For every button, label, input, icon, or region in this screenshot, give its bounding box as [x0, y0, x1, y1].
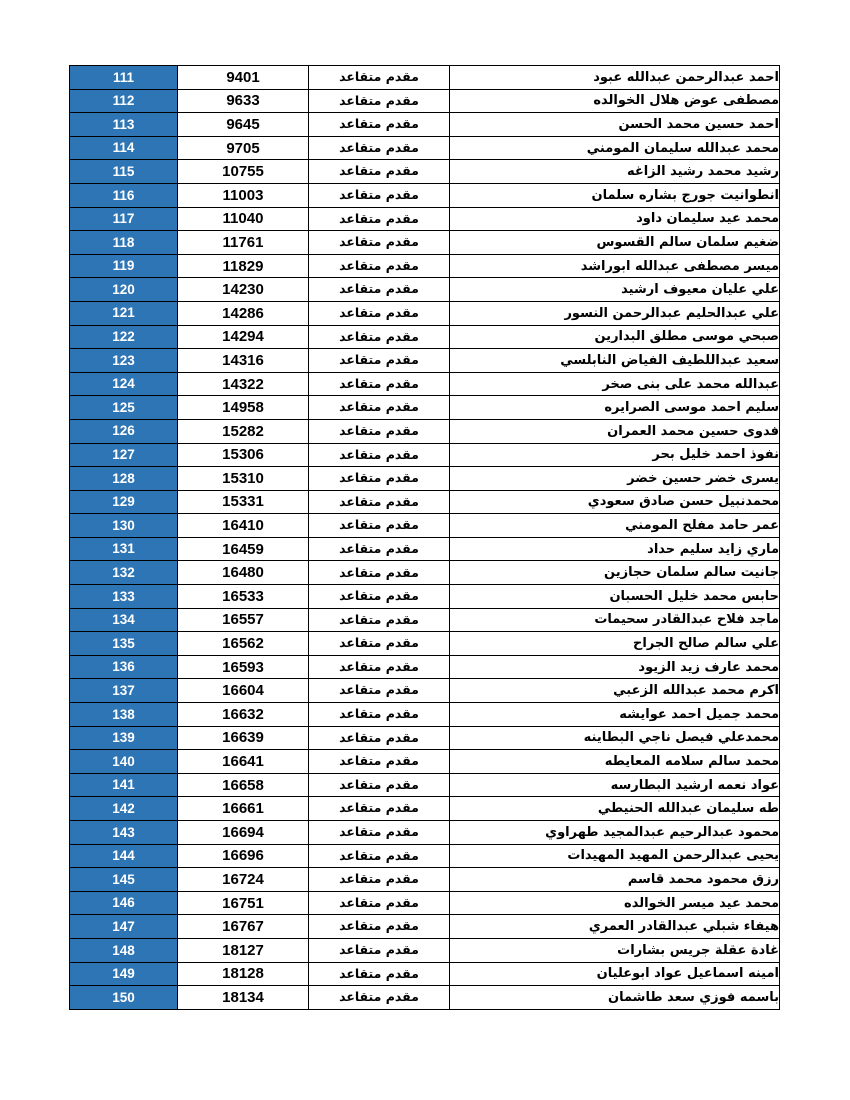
cell-record-number: 9705 [178, 136, 309, 160]
cell-full-name: طه سليمان عبدالله الحنيطي [450, 797, 780, 821]
cell-full-name: اكرم محمد عبدالله الزعبي [450, 679, 780, 703]
table-row [70, 325, 780, 349]
table-row [70, 891, 780, 915]
cell-sequence-number: 129 [70, 490, 178, 514]
cell-sequence-number: 146 [70, 891, 178, 915]
cell-record-number: 18127 [178, 938, 309, 962]
cell-full-name: امينه اسماعيل عواد ابوعليان [450, 962, 780, 986]
cell-sequence-number: 137 [70, 679, 178, 703]
cell-record-number: 16593 [178, 655, 309, 679]
cell-rank: مقدم متقاعد [309, 585, 450, 609]
table-row [70, 585, 780, 609]
table-row [70, 183, 780, 207]
cell-sequence-number: 112 [70, 89, 178, 113]
cell-sequence-number: 149 [70, 962, 178, 986]
cell-full-name: محمد عيد سليمان داود [450, 207, 780, 231]
cell-rank: مقدم متقاعد [309, 254, 450, 278]
cell-full-name: حابس محمد خليل الحسبان [450, 585, 780, 609]
cell-record-number: 16410 [178, 514, 309, 538]
cell-sequence-number: 134 [70, 608, 178, 632]
cell-record-number: 14958 [178, 396, 309, 420]
cell-rank: مقدم متقاعد [309, 183, 450, 207]
cell-full-name: سعيد عبداللطيف الفياض النابلسي [450, 349, 780, 373]
cell-sequence-number: 131 [70, 537, 178, 561]
cell-rank: مقدم متقاعد [309, 962, 450, 986]
cell-full-name: محمدنبيل حسن صادق سعودي [450, 490, 780, 514]
cell-record-number: 16533 [178, 585, 309, 609]
cell-rank: مقدم متقاعد [309, 986, 450, 1010]
cell-full-name: علي سالم صالح الجراح [450, 632, 780, 656]
cell-full-name: احمد عبدالرحمن عبدالله عبود [450, 66, 780, 90]
table-row [70, 349, 780, 373]
cell-record-number: 18134 [178, 986, 309, 1010]
table-row [70, 443, 780, 467]
cell-full-name: محمد سالم سلامه المعايطه [450, 750, 780, 774]
cell-record-number: 16661 [178, 797, 309, 821]
cell-full-name: يحيى عبدالرحمن المهيد المهيدات [450, 844, 780, 868]
cell-record-number: 9633 [178, 89, 309, 113]
table-row [70, 821, 780, 845]
cell-rank: مقدم متقاعد [309, 750, 450, 774]
table-row [70, 679, 780, 703]
cell-sequence-number: 117 [70, 207, 178, 231]
roster-table-body [70, 66, 780, 1010]
cell-full-name: فدوى حسين محمد العمران [450, 419, 780, 443]
cell-full-name: انطوانيت جورج بشاره سلمان [450, 183, 780, 207]
cell-full-name: نفوذ احمد خليل بحر [450, 443, 780, 467]
cell-full-name: عمر حامد مفلح المومني [450, 514, 780, 538]
cell-full-name: ماري زايد سليم حداد [450, 537, 780, 561]
cell-sequence-number: 140 [70, 750, 178, 774]
cell-sequence-number: 111 [70, 66, 178, 90]
cell-sequence-number: 124 [70, 372, 178, 396]
cell-record-number: 16562 [178, 632, 309, 656]
cell-sequence-number: 122 [70, 325, 178, 349]
cell-rank: مقدم متقاعد [309, 490, 450, 514]
cell-rank: مقدم متقاعد [309, 419, 450, 443]
cell-sequence-number: 130 [70, 514, 178, 538]
cell-record-number: 16639 [178, 726, 309, 750]
cell-rank: مقدم متقاعد [309, 467, 450, 491]
table-row [70, 160, 780, 184]
cell-sequence-number: 142 [70, 797, 178, 821]
cell-sequence-number: 139 [70, 726, 178, 750]
table-row [70, 915, 780, 939]
cell-full-name: هيفاء شبلي عبدالقادر العمري [450, 915, 780, 939]
table-row [70, 797, 780, 821]
table-row [70, 113, 780, 137]
cell-record-number: 14286 [178, 301, 309, 325]
cell-record-number: 11040 [178, 207, 309, 231]
cell-record-number: 11829 [178, 254, 309, 278]
table-row [70, 868, 780, 892]
cell-rank: مقدم متقاعد [309, 655, 450, 679]
table-row [70, 962, 780, 986]
table-row [70, 278, 780, 302]
cell-record-number: 16767 [178, 915, 309, 939]
table-row [70, 254, 780, 278]
cell-record-number: 16696 [178, 844, 309, 868]
table-row [70, 419, 780, 443]
roster-table [69, 65, 780, 1010]
cell-record-number: 16604 [178, 679, 309, 703]
cell-full-name: ضغيم سلمان سالم القسوس [450, 231, 780, 255]
cell-full-name: ماجد فلاح عبدالقادر سحيمات [450, 608, 780, 632]
table-row [70, 136, 780, 160]
cell-rank: مقدم متقاعد [309, 66, 450, 90]
cell-rank: مقدم متقاعد [309, 537, 450, 561]
cell-record-number: 16557 [178, 608, 309, 632]
cell-full-name: محمود عبدالرحيم عبدالمجيد طهراوي [450, 821, 780, 845]
cell-record-number: 15282 [178, 419, 309, 443]
cell-rank: مقدم متقاعد [309, 231, 450, 255]
cell-full-name: رشيد محمد رشيد الزاغه [450, 160, 780, 184]
table-row [70, 844, 780, 868]
cell-full-name: جانيت سالم سلمان حجازين [450, 561, 780, 585]
cell-full-name: غادة عقلة جريس بشارات [450, 938, 780, 962]
table-row [70, 608, 780, 632]
cell-sequence-number: 125 [70, 396, 178, 420]
cell-rank: مقدم متقاعد [309, 113, 450, 137]
cell-rank: مقدم متقاعد [309, 349, 450, 373]
table-row [70, 89, 780, 113]
cell-full-name: رزق محمود محمد قاسم [450, 868, 780, 892]
cell-sequence-number: 127 [70, 443, 178, 467]
cell-record-number: 16480 [178, 561, 309, 585]
table-row [70, 703, 780, 727]
cell-sequence-number: 132 [70, 561, 178, 585]
cell-full-name: محمد جميل احمد عوايشه [450, 703, 780, 727]
roster-table-container [70, 65, 780, 1010]
cell-rank: مقدم متقاعد [309, 938, 450, 962]
cell-rank: مقدم متقاعد [309, 396, 450, 420]
cell-sequence-number: 145 [70, 868, 178, 892]
table-row [70, 561, 780, 585]
cell-rank: مقدم متقاعد [309, 679, 450, 703]
cell-full-name: عبدالله محمد على بنى صخر [450, 372, 780, 396]
cell-full-name: محمد عبدالله سليمان المومني [450, 136, 780, 160]
cell-full-name: سليم احمد موسى الصرايره [450, 396, 780, 420]
cell-sequence-number: 113 [70, 113, 178, 137]
cell-rank: مقدم متقاعد [309, 160, 450, 184]
cell-rank: مقدم متقاعد [309, 608, 450, 632]
table-row [70, 750, 780, 774]
cell-record-number: 16658 [178, 773, 309, 797]
table-row [70, 231, 780, 255]
cell-full-name: محمد عارف زيد الزيود [450, 655, 780, 679]
cell-record-number: 11003 [178, 183, 309, 207]
cell-sequence-number: 133 [70, 585, 178, 609]
cell-sequence-number: 150 [70, 986, 178, 1010]
cell-rank: مقدم متقاعد [309, 844, 450, 868]
cell-record-number: 15310 [178, 467, 309, 491]
cell-rank: مقدم متقاعد [309, 797, 450, 821]
cell-record-number: 16751 [178, 891, 309, 915]
cell-record-number: 14230 [178, 278, 309, 302]
cell-rank: مقدم متقاعد [309, 301, 450, 325]
cell-sequence-number: 123 [70, 349, 178, 373]
cell-rank: مقدم متقاعد [309, 773, 450, 797]
cell-full-name: احمد حسين محمد الحسن [450, 113, 780, 137]
cell-sequence-number: 147 [70, 915, 178, 939]
cell-rank: مقدم متقاعد [309, 278, 450, 302]
cell-record-number: 10755 [178, 160, 309, 184]
cell-record-number: 16694 [178, 821, 309, 845]
table-row [70, 726, 780, 750]
cell-rank: مقدم متقاعد [309, 632, 450, 656]
cell-record-number: 14316 [178, 349, 309, 373]
cell-full-name: علي عليان معيوف ارشيد [450, 278, 780, 302]
cell-rank: مقدم متقاعد [309, 443, 450, 467]
cell-rank: مقدم متقاعد [309, 868, 450, 892]
cell-sequence-number: 121 [70, 301, 178, 325]
cell-rank: مقدم متقاعد [309, 703, 450, 727]
cell-rank: مقدم متقاعد [309, 514, 450, 538]
cell-record-number: 14322 [178, 372, 309, 396]
cell-sequence-number: 115 [70, 160, 178, 184]
cell-record-number: 11761 [178, 231, 309, 255]
cell-full-name: يسرى خضر حسين خضر [450, 467, 780, 491]
cell-sequence-number: 141 [70, 773, 178, 797]
cell-sequence-number: 148 [70, 938, 178, 962]
cell-sequence-number: 138 [70, 703, 178, 727]
table-row [70, 938, 780, 962]
cell-rank: مقدم متقاعد [309, 821, 450, 845]
cell-full-name: مصطفى عوض هلال الخوالده [450, 89, 780, 113]
table-row [70, 655, 780, 679]
cell-record-number: 15306 [178, 443, 309, 467]
cell-record-number: 15331 [178, 490, 309, 514]
table-row [70, 207, 780, 231]
cell-record-number: 16459 [178, 537, 309, 561]
cell-sequence-number: 128 [70, 467, 178, 491]
cell-full-name: علي عبدالحليم عبدالرحمن النسور [450, 301, 780, 325]
table-row [70, 372, 780, 396]
cell-record-number: 16641 [178, 750, 309, 774]
cell-rank: مقدم متقاعد [309, 89, 450, 113]
cell-full-name: محمد عيد ميسر الخوالده [450, 891, 780, 915]
cell-record-number: 18128 [178, 962, 309, 986]
cell-rank: مقدم متقاعد [309, 561, 450, 585]
cell-rank: مقدم متقاعد [309, 372, 450, 396]
table-row [70, 467, 780, 491]
cell-record-number: 14294 [178, 325, 309, 349]
table-row [70, 66, 780, 90]
cell-rank: مقدم متقاعد [309, 915, 450, 939]
cell-full-name: ميسر مصطفى عبدالله ابوراشد [450, 254, 780, 278]
cell-sequence-number: 136 [70, 655, 178, 679]
cell-sequence-number: 116 [70, 183, 178, 207]
cell-sequence-number: 135 [70, 632, 178, 656]
cell-sequence-number: 143 [70, 821, 178, 845]
cell-full-name: صبحي موسى مطلق البدارين [450, 325, 780, 349]
table-row [70, 773, 780, 797]
cell-record-number: 16632 [178, 703, 309, 727]
cell-record-number: 9645 [178, 113, 309, 137]
cell-record-number: 9401 [178, 66, 309, 90]
cell-rank: مقدم متقاعد [309, 726, 450, 750]
table-row [70, 514, 780, 538]
table-row [70, 632, 780, 656]
table-row [70, 301, 780, 325]
cell-record-number: 16724 [178, 868, 309, 892]
table-row [70, 396, 780, 420]
cell-sequence-number: 144 [70, 844, 178, 868]
cell-sequence-number: 126 [70, 419, 178, 443]
cell-sequence-number: 118 [70, 231, 178, 255]
cell-full-name: محمدعلي فيصل ناجي البطاينه [450, 726, 780, 750]
cell-rank: مقدم متقاعد [309, 207, 450, 231]
table-row [70, 537, 780, 561]
cell-full-name: عواد نعمه ارشيد البطارسه [450, 773, 780, 797]
cell-sequence-number: 120 [70, 278, 178, 302]
table-row [70, 986, 780, 1010]
table-row [70, 490, 780, 514]
cell-rank: مقدم متقاعد [309, 136, 450, 160]
cell-sequence-number: 114 [70, 136, 178, 160]
cell-rank: مقدم متقاعد [309, 325, 450, 349]
cell-full-name: باسمه فوزي سعد طاشمان [450, 986, 780, 1010]
cell-sequence-number: 119 [70, 254, 178, 278]
cell-rank: مقدم متقاعد [309, 891, 450, 915]
